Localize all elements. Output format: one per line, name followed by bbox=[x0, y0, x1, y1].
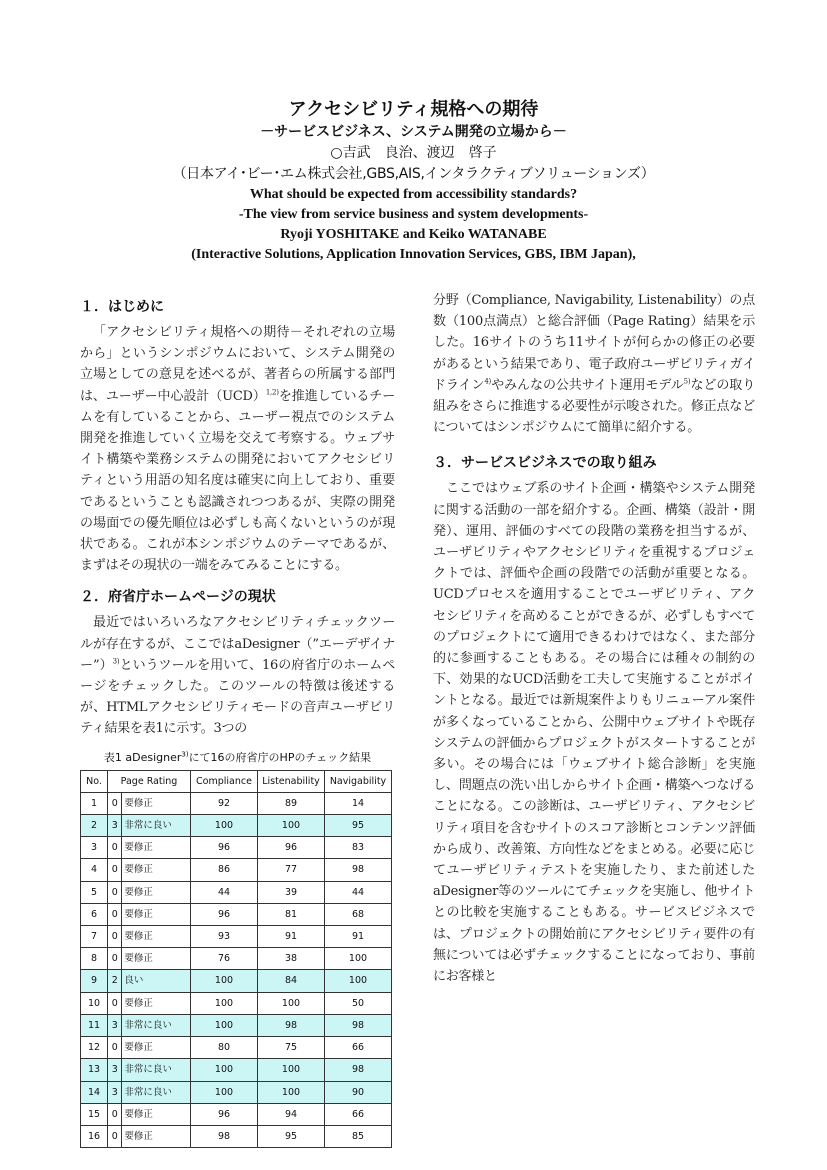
header-page-rating: Page Rating bbox=[108, 770, 191, 792]
cell-navigability: 98 bbox=[325, 1014, 392, 1036]
cell-no: 9 bbox=[81, 970, 108, 992]
cell-rating-label: 要修正 bbox=[122, 903, 191, 925]
cell-score: 0 bbox=[108, 926, 122, 948]
cell-no: 7 bbox=[81, 926, 108, 948]
cell-no: 13 bbox=[81, 1059, 108, 1081]
cell-navigability: 91 bbox=[325, 926, 392, 948]
cell-compliance: 76 bbox=[191, 948, 258, 970]
citation-ref: 1,2) bbox=[265, 388, 279, 397]
cell-listenability: 100 bbox=[258, 815, 325, 837]
caption-text-a: 表1 aDesigner bbox=[103, 750, 182, 764]
cell-rating-label: 要修正 bbox=[122, 992, 191, 1014]
cell-rating-label: 要修正 bbox=[122, 881, 191, 903]
section-2-paragraph bbox=[80, 612, 395, 739]
cell-score: 3 bbox=[108, 1059, 122, 1081]
header-navigability: Navigability bbox=[325, 770, 392, 792]
section-2-heading: ２．府省庁ホームページの現状 bbox=[80, 589, 276, 606]
authors-ja: ○吉武 良治、渡辺 啓子 bbox=[330, 145, 497, 161]
cell-compliance: 96 bbox=[191, 837, 258, 859]
cell-compliance: 100 bbox=[191, 1081, 258, 1103]
cell-compliance: 80 bbox=[191, 1037, 258, 1059]
table-row bbox=[81, 992, 392, 1014]
header-compliance: Compliance bbox=[191, 770, 258, 792]
citation-ref: 3) bbox=[112, 657, 120, 666]
cell-listenability: 94 bbox=[258, 1103, 325, 1125]
cell-rating-label: 良い bbox=[122, 970, 191, 992]
cell-rating-label: 要修正 bbox=[122, 1103, 191, 1125]
cell-rating-label: 要修正 bbox=[122, 948, 191, 970]
citation-ref: 3) bbox=[181, 750, 189, 758]
cell-score: 2 bbox=[108, 970, 122, 992]
cell-listenability: 84 bbox=[258, 970, 325, 992]
cell-compliance: 100 bbox=[191, 992, 258, 1014]
table-row bbox=[81, 970, 392, 992]
cell-navigability: 98 bbox=[325, 1059, 392, 1081]
cell-score: 0 bbox=[108, 1103, 122, 1125]
table-row bbox=[81, 1103, 392, 1125]
cell-navigability: 90 bbox=[325, 1081, 392, 1103]
section-3-paragraph: ここではウェブ系のサイト企画・構築やシステム開発に関する活動の一部を紹介する。企画、構築（設計・開発）、運用、評価のすべての段階の業務を担当するが、ユーザビリティやアクセシビリティを重視するプロジェクトでは、評価や企画の段階での活動が重要となる。UCDプロセスを適用することでユーザビリティ、アクセシビリティを高めることができるが、必ずしもすべてのプロジェクトにて適用できるわけではなく、また部分的に参画することもある。その場合には種々の制約の下、効果的なUCD活動を工夫して実施することがポイントとなる。最近では新規案件よりもリニューアル案件が多くなっていることから、公開中ウェブサイトや既存システムの評価からプロジェクトがスタートすることが多い。その場合には「ウェブサイト総合診断」を実施し、問題点の洗い出しからサイト企画・構築へつなげることになる。この診断は、ユーザビリティ、アクセシビリティ項目を含むサイトのスコア診断とコンテンツ評価から成り、改善策、方向性などをまとめる。必要に応じてユーザビリティテストを実施したり、また前述したaDesigner等のツールにてチェックを実施し、他サイトとの比較を実施することもある。サービスビジネスでは、プロジェクトの開始前にアクセシビリティ要件の有無については必ずチェックすることになっており、事前にお客様と bbox=[433, 481, 755, 985]
cell-listenability: 81 bbox=[258, 903, 325, 925]
cell-listenability: 75 bbox=[258, 1037, 325, 1059]
cell-compliance: 100 bbox=[191, 1059, 258, 1081]
left-column bbox=[80, 290, 395, 1148]
table-1-caption bbox=[80, 750, 395, 766]
paper-title-ja: アクセシビリティ規格への期待 bbox=[288, 99, 539, 120]
cell-navigability: 14 bbox=[325, 792, 392, 814]
cell-compliance: 100 bbox=[191, 1014, 258, 1036]
section-2-paragraph-continued bbox=[433, 290, 755, 438]
cell-score: 0 bbox=[108, 792, 122, 814]
cell-no: 16 bbox=[81, 1125, 108, 1147]
cell-navigability: 100 bbox=[325, 970, 392, 992]
section-1-paragraph bbox=[80, 322, 395, 576]
cell-compliance: 100 bbox=[191, 970, 258, 992]
cell-score: 0 bbox=[108, 992, 122, 1014]
table-row bbox=[81, 1059, 392, 1081]
cell-compliance: 44 bbox=[191, 881, 258, 903]
cell-compliance: 100 bbox=[191, 815, 258, 837]
section-2-text-c: 分野（Compliance, Navigability, Listenability）の点数（100点満点）と総合評価（Page Rating）結果を示した。16サイトのうち11サイトが何らかの修正の必要があるという結果であり、電子政府ユーザビリティガイドライン bbox=[433, 293, 755, 393]
paper-subtitle-en: -The view from service business and system developments- bbox=[238, 207, 589, 222]
cell-rating-label: 要修正 bbox=[122, 792, 191, 814]
table-row bbox=[81, 1014, 392, 1036]
table-row bbox=[81, 837, 392, 859]
cell-rating-label: 非常に良い bbox=[122, 1059, 191, 1081]
cell-compliance: 86 bbox=[191, 859, 258, 881]
cell-no: 5 bbox=[81, 881, 108, 903]
cell-navigability: 66 bbox=[325, 1037, 392, 1059]
cell-score: 0 bbox=[108, 903, 122, 925]
affiliation-ja: （日本アイ･ビー･エム株式会社,GBS,AIS,インタラクティブソリューションズ） bbox=[172, 166, 655, 182]
cell-no: 15 bbox=[81, 1103, 108, 1125]
cell-no: 4 bbox=[81, 859, 108, 881]
cell-score: 0 bbox=[108, 837, 122, 859]
section-2-text-b: というツールを用いて、16の府省庁のホームページをチェックした。このツールの特徴は後述するが、HTMLアクセシビリティモードの音声ユーザビリティ結果を表1に示す。3つの bbox=[80, 657, 395, 737]
table-row bbox=[81, 881, 392, 903]
cell-no: 8 bbox=[81, 948, 108, 970]
cell-rating-label: 要修正 bbox=[122, 859, 191, 881]
cell-rating-label: 要修正 bbox=[122, 1125, 191, 1147]
table-row bbox=[81, 1037, 392, 1059]
cell-listenability: 91 bbox=[258, 926, 325, 948]
cell-score: 0 bbox=[108, 881, 122, 903]
table-row bbox=[81, 926, 392, 948]
caption-text-b: にて16の府省庁のHPのチェック結果 bbox=[188, 750, 372, 764]
cell-score: 0 bbox=[108, 859, 122, 881]
cell-navigability: 50 bbox=[325, 992, 392, 1014]
cell-listenability: 39 bbox=[258, 881, 325, 903]
table-row bbox=[81, 903, 392, 925]
cell-no: 2 bbox=[81, 815, 108, 837]
citation-ref: 4) bbox=[484, 377, 492, 386]
table-row bbox=[81, 859, 392, 881]
cell-navigability: 44 bbox=[325, 881, 392, 903]
cell-navigability: 98 bbox=[325, 859, 392, 881]
cell-listenability: 98 bbox=[258, 1014, 325, 1036]
results-table bbox=[80, 770, 392, 1148]
section-3-heading: ３．サービスビジネスでの取り組み bbox=[433, 455, 657, 472]
cell-no: 11 bbox=[81, 1014, 108, 1036]
cell-no: 12 bbox=[81, 1037, 108, 1059]
cell-rating-label: 非常に良い bbox=[122, 815, 191, 837]
section-1-text-a: 「アクセシビリティ規格への期待－それぞれの立場から」というシンポジウムにおいて、システム開発の立場としての意見を述べるが、著者らの所属する部門は、ユーザー中心設計（UCD） bbox=[80, 325, 395, 404]
cell-navigability: 68 bbox=[325, 903, 392, 925]
cell-compliance: 93 bbox=[191, 926, 258, 948]
paper-title-en: What should be expected from accessibility standards? bbox=[249, 187, 578, 202]
cell-listenability: 38 bbox=[258, 948, 325, 970]
affiliation-en: (Interactive Solutions, Application Innovation Services, GBS, IBM Japan), bbox=[191, 247, 636, 262]
cell-listenability: 95 bbox=[258, 1125, 325, 1147]
section-2-text-a: 最近ではいろいろなアクセシビリティチェックツールが存在するが、ここではaDesigner（”エーデザイナー”） bbox=[80, 615, 395, 673]
cell-score: 3 bbox=[108, 815, 122, 837]
cell-rating-label: 要修正 bbox=[122, 837, 191, 859]
table-row bbox=[81, 1125, 392, 1147]
table-header-row bbox=[81, 770, 392, 792]
right-column bbox=[433, 290, 755, 997]
paper-header bbox=[0, 98, 827, 265]
cell-no: 14 bbox=[81, 1081, 108, 1103]
cell-score: 0 bbox=[108, 1125, 122, 1147]
cell-no: 1 bbox=[81, 792, 108, 814]
cell-listenability: 100 bbox=[258, 1059, 325, 1081]
cell-listenability: 100 bbox=[258, 992, 325, 1014]
table-row bbox=[81, 948, 392, 970]
header-no: No. bbox=[81, 770, 108, 792]
cell-no: 10 bbox=[81, 992, 108, 1014]
authors-en: Ryoji YOSHITAKE and Keiko WATANABE bbox=[280, 227, 547, 242]
cell-navigability: 85 bbox=[325, 1125, 392, 1147]
cell-listenability: 77 bbox=[258, 859, 325, 881]
cell-rating-label: 非常に良い bbox=[122, 1081, 191, 1103]
cell-compliance: 98 bbox=[191, 1125, 258, 1147]
cell-score: 0 bbox=[108, 948, 122, 970]
cell-navigability: 66 bbox=[325, 1103, 392, 1125]
cell-listenability: 96 bbox=[258, 837, 325, 859]
cell-navigability: 83 bbox=[325, 837, 392, 859]
table-row bbox=[81, 815, 392, 837]
cell-compliance: 96 bbox=[191, 903, 258, 925]
cell-listenability: 89 bbox=[258, 792, 325, 814]
header-listenability: Listenability bbox=[258, 770, 325, 792]
cell-score: 0 bbox=[108, 1037, 122, 1059]
cell-listenability: 100 bbox=[258, 1081, 325, 1103]
section-1-text-b: を推進しているチームを有していることから、ユーザー視点でのシステム開発を推進していく立場を交えて考察する。ウェブサイト構築や業務システムの開発においてアクセシビリティという用語の知名度は確実に向上しており、重要であるということも認識されつつあるが、実際の開発の場面での優先順位は必ずしも高くないというのが現状である。これが本シンポジウムのテーマであるが、まずはその現状の一端をみてみることにする。 bbox=[80, 388, 395, 574]
section-2-text-d: やみんなの公共サイト運用モデル bbox=[491, 377, 684, 393]
paper-subtitle-ja: －サービスビジネス、システム開発の立場から－ bbox=[260, 124, 567, 140]
cell-compliance: 96 bbox=[191, 1103, 258, 1125]
cell-compliance: 92 bbox=[191, 792, 258, 814]
cell-no: 3 bbox=[81, 837, 108, 859]
table-row bbox=[81, 1081, 392, 1103]
cell-navigability: 95 bbox=[325, 815, 392, 837]
cell-rating-label: 要修正 bbox=[122, 926, 191, 948]
table-row bbox=[81, 792, 392, 814]
cell-score: 3 bbox=[108, 1014, 122, 1036]
cell-no: 6 bbox=[81, 903, 108, 925]
cell-navigability: 100 bbox=[325, 948, 392, 970]
table-body bbox=[81, 792, 392, 1147]
cell-rating-label: 非常に良い bbox=[122, 1014, 191, 1036]
section-2-text-e: などの取り組みをさらに推進する必要性が示唆された。修正点などについてはシンポジウムにて簡単に紹介する。 bbox=[433, 377, 755, 436]
section-1-heading: １．はじめに bbox=[80, 299, 164, 315]
citation-ref: 5) bbox=[683, 377, 691, 386]
cell-rating-label: 要修正 bbox=[122, 1037, 191, 1059]
cell-score: 3 bbox=[108, 1081, 122, 1103]
